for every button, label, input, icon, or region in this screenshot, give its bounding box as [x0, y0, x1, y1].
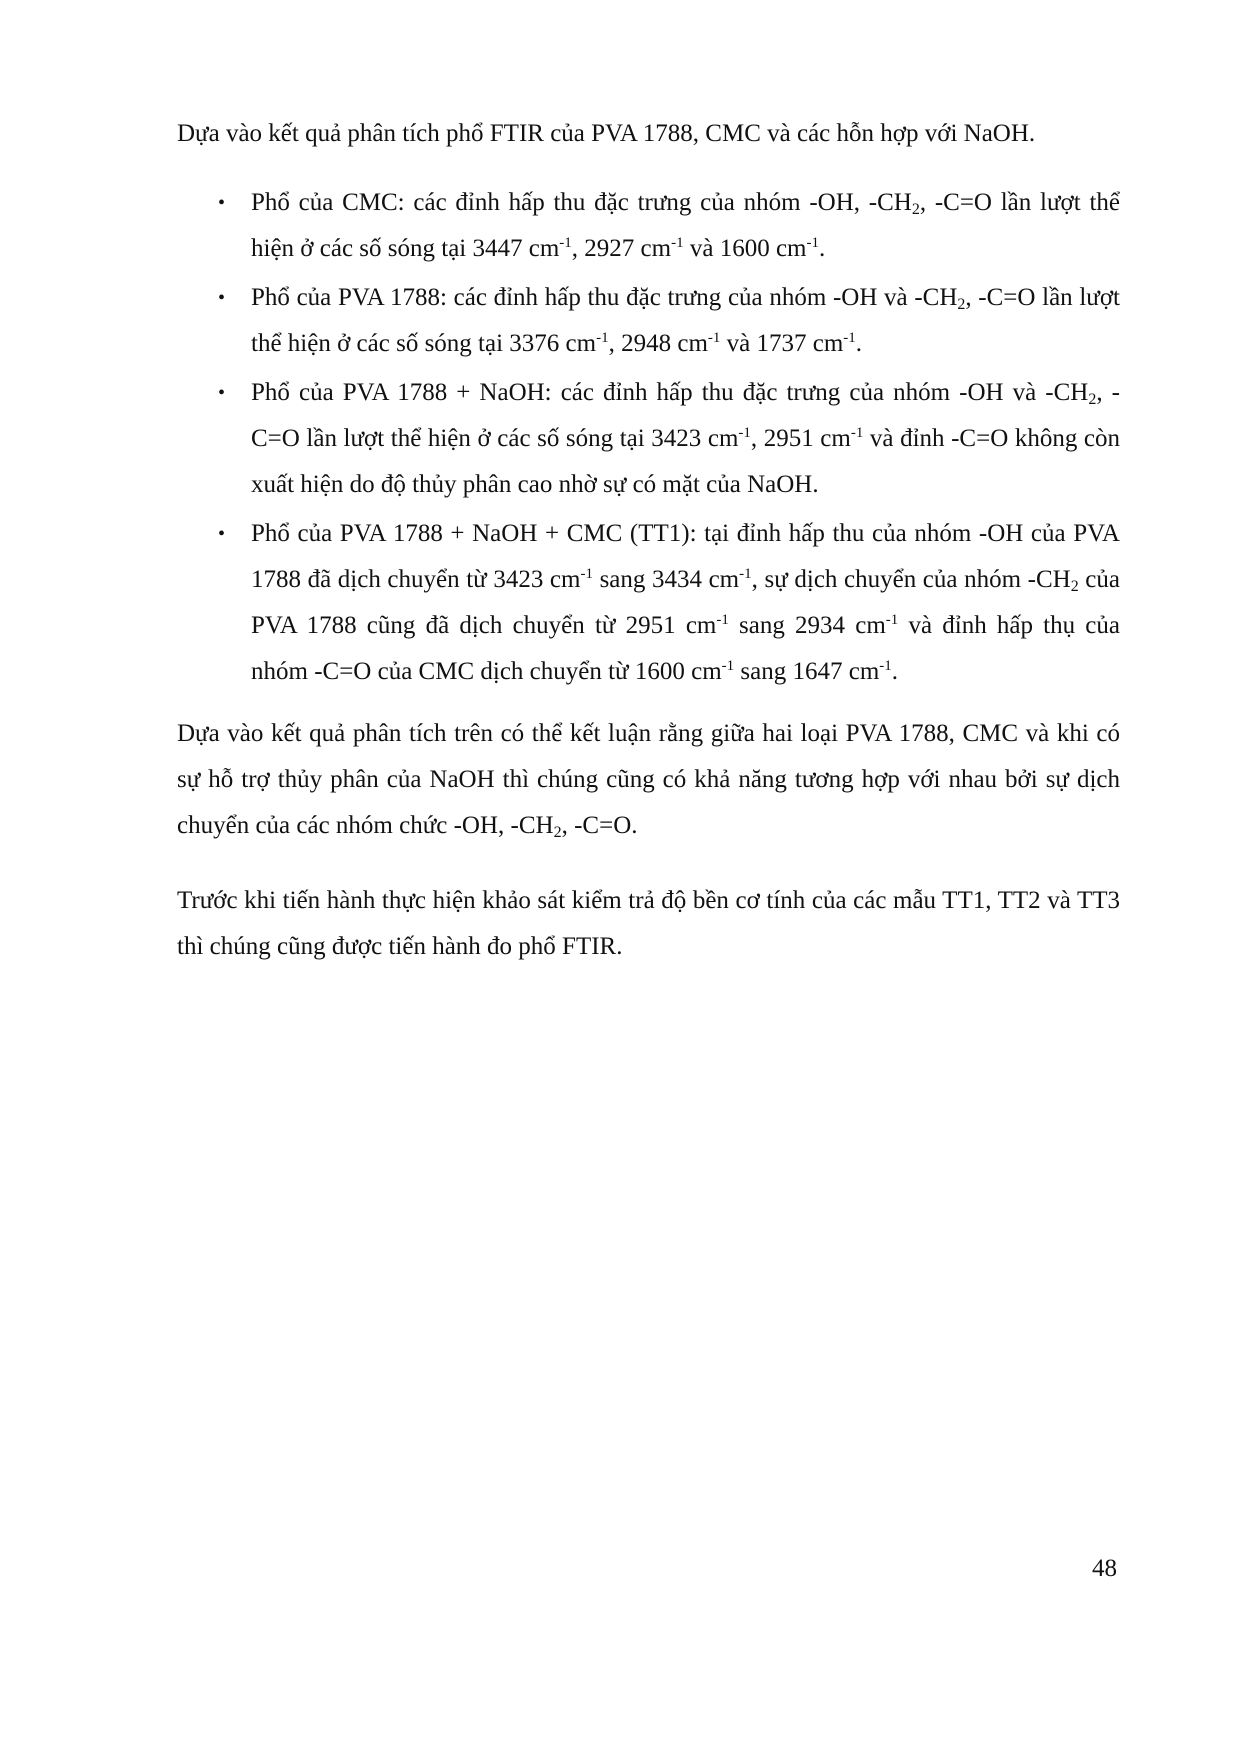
superscript: -1 — [716, 612, 729, 628]
subscript: 2 — [1070, 578, 1079, 595]
ftir-results-list — [177, 180, 1120, 698]
superscript: -1 — [671, 235, 684, 251]
closing-paragraph: Trước khi tiến hành thực hiện khảo sát kiểm trả độ bền cơ tính của các mẫu TT1, TT2 và TT3 thì chúng cũng được tiến hành đo phổ FTIR. — [177, 887, 1120, 960]
bullet-icon: • — [218, 192, 226, 214]
page-number: 48 — [1092, 1555, 1117, 1582]
text-segment: và 1737 cm — [720, 330, 844, 357]
superscript: -1 — [885, 612, 899, 628]
text-segment: và đỉnh hấp thụ của nhóm -C=O của CMC dịch chuyển từ 1600 cm — [251, 612, 1121, 685]
text-segment: , -C=O lần lượt thể hiện ở các số sóng tại 3447 cm — [251, 189, 1120, 262]
text-segment: . — [855, 330, 863, 357]
text-segment: và 1600 cm — [683, 235, 807, 262]
text-segment: , -C=O lần lượt thể hiện ở các số sóng tại 3376 cm — [251, 284, 1120, 357]
superscript: -1 — [850, 425, 864, 441]
subscript: 2 — [957, 296, 966, 313]
text-segment: , sự dịch chuyển của nhóm -CH — [751, 566, 1071, 593]
text-segment: , 2927 cm — [571, 235, 672, 262]
text-segment: Phổ của CMC: các đỉnh hấp thu đặc trưng của nhóm -OH, -CH — [251, 189, 912, 216]
intro-paragraph: Dựa vào kết quả phân tích phổ FTIR của PVA 1788, CMC và các hỗn hợp với NaOH. — [177, 120, 1036, 147]
text-segment: . — [891, 658, 899, 685]
conclusion-paragraph — [177, 711, 1120, 849]
list-item-pva-naoh — [177, 370, 1120, 508]
text-segment: và đỉnh -C=O không còn xuất hiện do độ thủy phân cao nhờ sự có mặt của NaOH. — [251, 425, 1120, 498]
text-segment: sang 2934 cm — [728, 612, 886, 639]
subscript: 2 — [1088, 391, 1097, 408]
text-segment: , 2951 cm — [750, 425, 851, 452]
superscript: -1 — [739, 566, 752, 582]
superscript: -1 — [843, 330, 856, 346]
superscript: -1 — [596, 330, 609, 346]
text-segment: , -C=O lần lượt thể hiện ở các số sóng tại 3423 cm — [251, 379, 1120, 452]
text-segment: Dựa vào kết quả phân tích trên có thể kết luận rằng giữa hai loại PVA 1788, CMC và khi có sự hỗ trợ thủy phân của NaOH thì chúng cũng có khả năng tương hợp với nhau bởi sự dịch chuyển của các nhóm chức -OH, -CH — [177, 720, 1120, 839]
text-segment: của PVA 1788 cũng đã dịch chuyển từ 2951 cm — [251, 566, 1120, 639]
text-segment: . — [818, 235, 826, 262]
text-segment: sang 3434 cm — [592, 566, 740, 593]
bullet-icon: • — [218, 382, 226, 404]
list-item-cmc — [177, 180, 1120, 272]
text-segment: , -C=O. — [561, 812, 638, 839]
list-item-pva — [177, 275, 1120, 367]
text-segment: sang 1647 cm — [734, 658, 880, 685]
text-segment: , 2948 cm — [608, 330, 708, 357]
text-segment: Phổ của PVA 1788: các đỉnh hấp thu đặc trưng của nhóm -OH và -CH — [251, 284, 958, 311]
bullet-icon: • — [218, 523, 226, 545]
superscript: -1 — [738, 425, 751, 441]
superscript: -1 — [559, 235, 572, 251]
list-item-pva-naoh-cmc — [177, 511, 1120, 695]
superscript: -1 — [879, 658, 892, 674]
subscript: 2 — [553, 824, 562, 841]
superscript: -1 — [580, 566, 593, 582]
bullet-icon: • — [218, 287, 226, 309]
text-segment: Phổ của PVA 1788 + NaOH: các đỉnh hấp thu đặc trưng của nhóm -OH và -CH — [251, 379, 1089, 406]
superscript: -1 — [721, 658, 735, 674]
text-segment: Phổ của PVA 1788 + NaOH + CMC (TT1): tại đỉnh hấp thu của nhóm -OH của PVA 1788 đã dịch chuyển từ 3423 cm — [251, 520, 1120, 593]
superscript: -1 — [806, 235, 819, 251]
subscript: 2 — [911, 201, 920, 218]
superscript: -1 — [707, 330, 721, 346]
